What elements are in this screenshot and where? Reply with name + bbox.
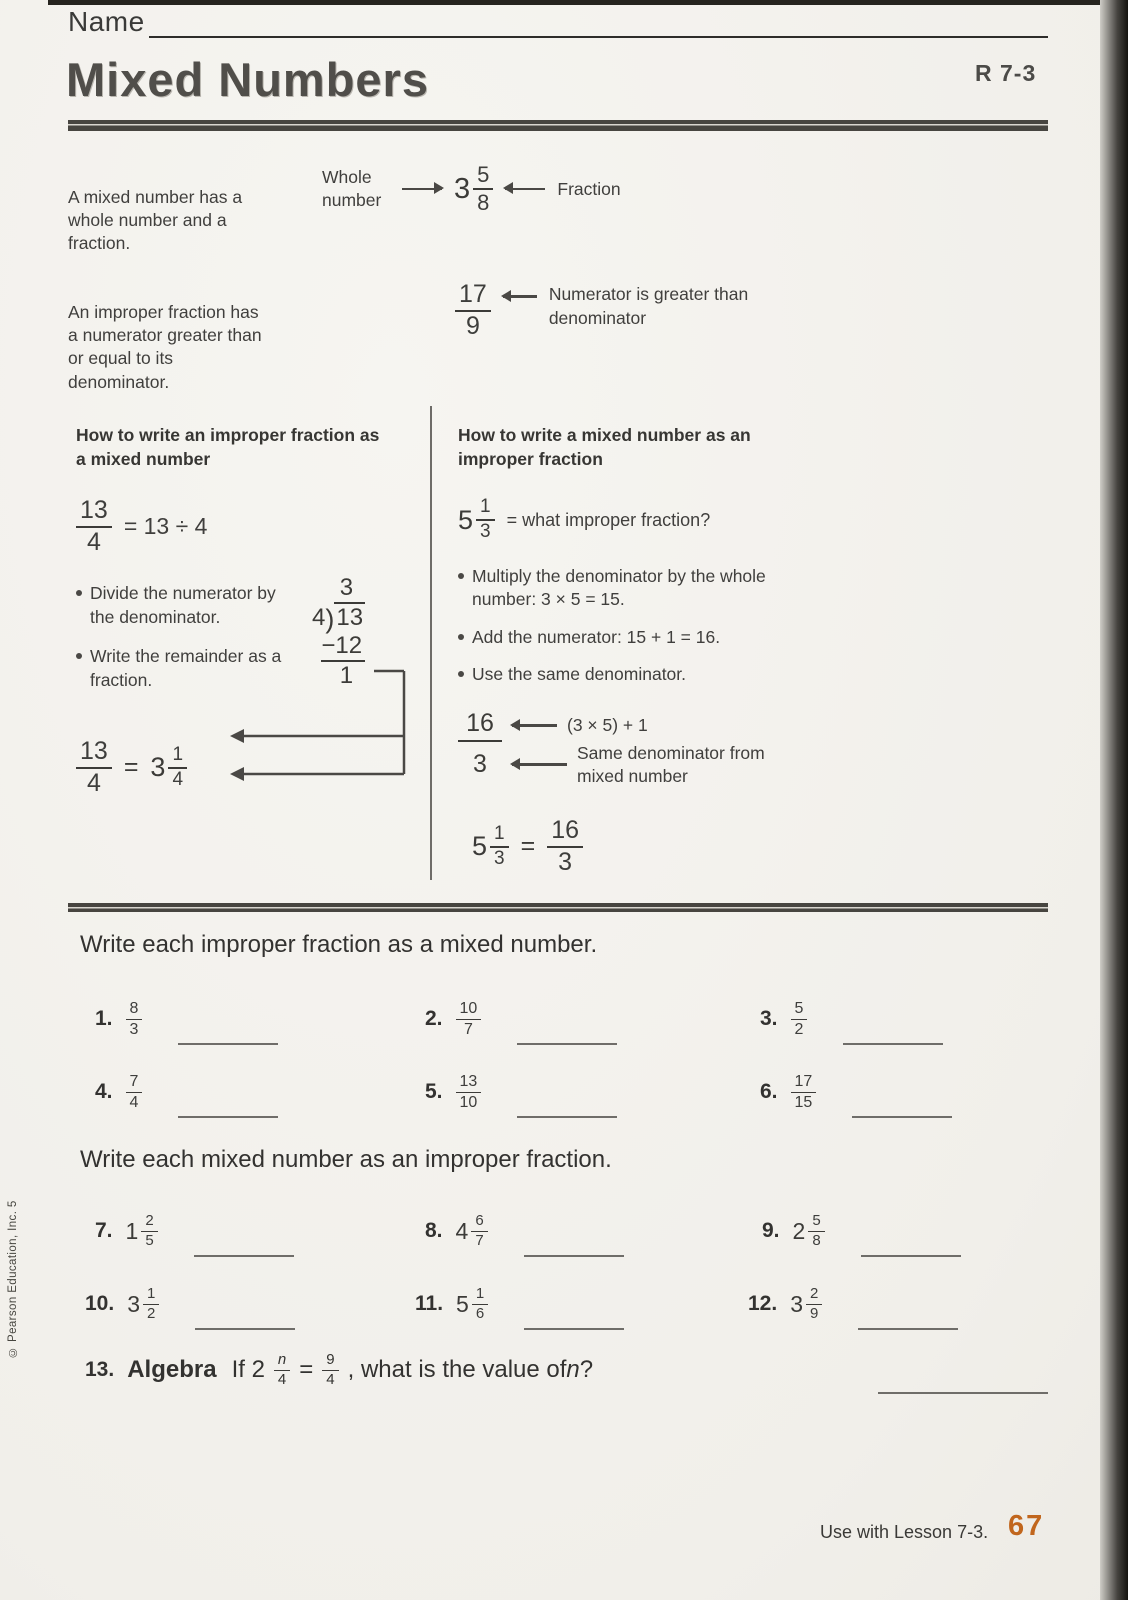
- page-title: Mixed Numbers: [66, 53, 429, 106]
- answer-blank[interactable]: [524, 1302, 624, 1330]
- problem-number: 8.: [425, 1219, 443, 1242]
- denominator: 15: [794, 1093, 813, 1111]
- answer-blank[interactable]: [195, 1302, 295, 1330]
- problem-11: [415, 1286, 624, 1322]
- fraction: [143, 1286, 159, 1322]
- denominator: 4: [172, 768, 184, 790]
- whole-number: 2: [792, 1217, 806, 1244]
- mixed-number-5-1-3: [458, 497, 495, 543]
- equals-sign: =: [299, 1356, 314, 1383]
- denominator-annotation: [458, 742, 1048, 788]
- fraction: [472, 1286, 488, 1322]
- quotient: 3: [339, 574, 354, 602]
- problem-2: [425, 1000, 617, 1038]
- answer-blank[interactable]: [517, 1090, 617, 1118]
- whole-number: 4: [455, 1217, 469, 1244]
- problem-number: 1.: [95, 1007, 113, 1031]
- variable-n: n: [566, 1356, 580, 1383]
- numerator: 9: [322, 1352, 338, 1371]
- answer-blank[interactable]: [178, 1017, 278, 1045]
- improper-fraction-example: [455, 281, 764, 340]
- step-bullet: [458, 663, 1048, 686]
- denominator: 2: [147, 1304, 156, 1322]
- scan-edge-right: [1100, 0, 1128, 1600]
- denominator: 3: [129, 1020, 139, 1038]
- instruction-improper-to-mixed: Write each improper fraction as a mixed number.: [80, 931, 598, 958]
- improper-fraction-note: Numerator is greater than denominator: [548, 284, 749, 328]
- numerator: 17: [791, 1073, 817, 1093]
- fraction: [274, 1352, 290, 1388]
- bullet-text: Multiply the denominator by the whole number: 3 × 5 = 15.: [472, 566, 766, 610]
- fraction-label: Fraction: [557, 178, 621, 199]
- fraction: [456, 1073, 482, 1111]
- numerator: 13: [456, 1073, 482, 1093]
- improper-to-mixed-section: [76, 424, 421, 797]
- fraction: [168, 745, 187, 791]
- scan-edge-top: [48, 0, 1128, 5]
- numerator-note: (3 × 5) + 1: [567, 714, 648, 735]
- step-bullet: [458, 626, 1048, 649]
- fraction: [547, 817, 583, 876]
- problem-4: [95, 1073, 278, 1111]
- numerator: 5: [808, 1213, 824, 1232]
- denominator: 3: [473, 750, 487, 779]
- denominator: 9: [810, 1304, 819, 1322]
- step-bullet: [458, 565, 1048, 612]
- remainder-arrows-icon: [226, 668, 426, 800]
- mixed-number-3-5-8: [454, 163, 493, 215]
- problem-5: [425, 1073, 617, 1111]
- mixed-number: [790, 1286, 822, 1322]
- numerator: 16: [458, 709, 502, 742]
- mixed-number-example: [322, 163, 621, 215]
- division-bracket-icon: ): [325, 604, 335, 635]
- mixed-number-result: [76, 738, 421, 797]
- mixed-number: [127, 1286, 159, 1322]
- problem-9: [762, 1213, 961, 1249]
- problem-number: 13.: [85, 1358, 115, 1381]
- algebra-tag: Algebra: [127, 1356, 217, 1383]
- section-heading: How to write an improper fraction as a mixed number: [76, 425, 380, 469]
- denominator: 5: [145, 1231, 154, 1249]
- fraction: [791, 1073, 817, 1111]
- fraction: [473, 163, 493, 215]
- mixed-number: [456, 1286, 488, 1322]
- bullet-icon: [458, 671, 464, 677]
- whole-number-label: Whole number: [322, 167, 382, 211]
- step-bullets: [458, 565, 1048, 687]
- denominator: 3: [494, 847, 505, 869]
- answer-blank[interactable]: [517, 1017, 617, 1045]
- numerator: 1: [168, 745, 187, 769]
- numerator: 6: [471, 1213, 487, 1232]
- denominator: 4: [129, 1093, 139, 1111]
- problem-number: 11.: [415, 1292, 444, 1315]
- answer-blank[interactable]: [194, 1229, 294, 1257]
- title-divider-bar: [68, 120, 1048, 131]
- column-divider: [430, 406, 432, 880]
- denominator: 2: [794, 1020, 804, 1038]
- question-text: = what improper fraction?: [506, 509, 711, 530]
- answer-blank[interactable]: [852, 1090, 952, 1118]
- problem-1: [95, 1000, 278, 1038]
- step-bullet: [76, 582, 294, 629]
- page-number: 67: [1008, 1510, 1045, 1542]
- whole-number: 3: [150, 752, 166, 782]
- answer-blank[interactable]: [524, 1229, 624, 1257]
- bullet-icon: [458, 634, 464, 640]
- bullet-icon: [76, 590, 82, 596]
- problem-number: 9.: [762, 1219, 780, 1242]
- lesson-code: R 7-3: [975, 60, 1037, 86]
- arrow-left-icon: [512, 724, 557, 727]
- answer-blank[interactable]: [878, 1366, 1048, 1394]
- denominator: 8: [477, 190, 490, 216]
- denominator: 7: [475, 1231, 484, 1249]
- section-divider-bar: [68, 903, 1048, 912]
- denominator-note: Same denominator from mixed number: [577, 742, 765, 786]
- numerator: 17: [455, 281, 491, 312]
- denominator: 4: [86, 768, 101, 797]
- problem-number: 5.: [425, 1080, 443, 1104]
- denominator: 4: [86, 527, 101, 556]
- footer-lesson-text: Use with Lesson 7-3.: [820, 1522, 989, 1542]
- numerator: 2: [141, 1213, 157, 1232]
- numerator: 1: [490, 824, 509, 848]
- fraction: [490, 824, 509, 870]
- fraction: [456, 1000, 482, 1038]
- annotated-result-fraction: [458, 709, 1048, 788]
- denominator: 3: [480, 521, 491, 543]
- problem-number: 4.: [95, 1080, 113, 1104]
- mixed-number: [456, 1213, 488, 1249]
- arrow-left-icon: [505, 188, 545, 191]
- bullet-text: Write the remainder as a fraction.: [90, 646, 282, 690]
- whole-number: 3: [127, 1290, 140, 1317]
- denominator: 9: [465, 311, 480, 340]
- improper-fraction-definition: An improper fraction has a numerator greater than or equal to its denominator.: [68, 301, 262, 392]
- fraction: [322, 1352, 338, 1388]
- bullet-icon: [76, 653, 82, 659]
- numerator-annotation: [458, 709, 1048, 742]
- arrow-left-icon: [503, 295, 537, 298]
- numerator: 2: [806, 1286, 822, 1305]
- numerator: 10: [456, 1000, 482, 1020]
- whole-number: 5: [458, 504, 474, 535]
- fraction: [476, 497, 495, 543]
- dividend: 13: [336, 604, 364, 632]
- denominator: 6: [475, 1304, 485, 1322]
- mixed-number-3-1-4: [150, 745, 187, 791]
- problem-12: [748, 1286, 958, 1322]
- arrow-left-icon: [512, 763, 567, 766]
- division-equation: [76, 497, 421, 556]
- problem-13-text-post: [348, 1356, 594, 1384]
- fraction: [806, 1286, 822, 1322]
- denominator: 10: [459, 1093, 478, 1111]
- answer-blank[interactable]: [843, 1017, 943, 1045]
- fraction: [471, 1213, 487, 1249]
- arrow-right-icon: [402, 188, 442, 191]
- whole-number: 3: [790, 1290, 803, 1317]
- whole-number: 5: [456, 1290, 469, 1317]
- whole-number: 5: [472, 831, 488, 862]
- fraction: [791, 1000, 808, 1038]
- section-heading: How to write a mixed number as an improper fraction: [458, 425, 751, 469]
- numerator: 13: [76, 497, 112, 528]
- post-text: ?: [579, 1356, 594, 1383]
- post-text: , what is the value of: [347, 1356, 567, 1383]
- answer-blank[interactable]: [858, 1302, 958, 1330]
- numerator: 1: [472, 1286, 488, 1305]
- denominator: 8: [812, 1231, 821, 1249]
- mixed-number-5-1-3: [472, 824, 509, 870]
- mixed-number: [793, 1213, 825, 1249]
- problem-13-text-pre: If 2: [231, 1356, 265, 1383]
- bullet-icon: [458, 573, 464, 579]
- mixed-to-improper-section: [458, 424, 1048, 876]
- bullet-text: Divide the numerator by the denominator.: [90, 583, 276, 627]
- bullet-text: Add the numerator: 15 + 1 = 16.: [472, 626, 721, 647]
- fraction: [76, 497, 112, 556]
- fraction: [455, 281, 491, 340]
- whole-number: 1: [125, 1217, 139, 1244]
- numerator: 5: [791, 1000, 808, 1020]
- fraction: [808, 1213, 824, 1249]
- problem-7: [95, 1213, 294, 1249]
- equation-rhs: = 13 ÷ 4: [123, 513, 208, 540]
- instruction-mixed-to-improper: Write each mixed number as an improper fraction.: [80, 1146, 612, 1173]
- problem-number: 3.: [760, 1007, 778, 1031]
- fraction: [126, 1000, 143, 1038]
- denominator: 4: [326, 1370, 335, 1388]
- mixed-number: [126, 1213, 158, 1249]
- question-equation: [458, 497, 1048, 543]
- problem-8: [425, 1213, 624, 1249]
- answer-blank[interactable]: [861, 1229, 961, 1257]
- subtraction: −12: [321, 632, 365, 662]
- denominator: 3: [558, 847, 573, 876]
- denominator: 4: [277, 1370, 287, 1388]
- name-label: Name: [68, 6, 145, 37]
- problem-number: 2.: [425, 1007, 443, 1031]
- whole-number: 3: [454, 172, 471, 205]
- equals-sign: =: [520, 832, 536, 861]
- problem-10: [85, 1286, 295, 1322]
- numerator: 1: [476, 497, 495, 521]
- problem-number: 6.: [760, 1080, 778, 1104]
- mixed-number-definition: A mixed number has a whole number and a fraction.: [68, 186, 243, 254]
- remainder: 1: [339, 662, 354, 690]
- problem-number: 12.: [748, 1292, 778, 1315]
- equals-sign: =: [123, 753, 139, 781]
- numerator: 8: [126, 1000, 143, 1020]
- numerator: 5: [473, 163, 493, 190]
- numerator: n: [274, 1352, 290, 1371]
- name-blank-line[interactable]: [149, 6, 1048, 38]
- problem-3: [760, 1000, 943, 1038]
- divisor: 4: [312, 604, 326, 632]
- division-line: [312, 602, 365, 635]
- name-row: [68, 6, 1048, 38]
- answer-blank[interactable]: [178, 1090, 278, 1118]
- bullet-text: Use the same denominator.: [472, 664, 687, 685]
- numerator: 7: [126, 1073, 143, 1093]
- problem-13: [85, 1352, 593, 1388]
- denominator: 7: [463, 1020, 473, 1038]
- problem-number: 10.: [85, 1292, 115, 1315]
- fraction: [141, 1213, 157, 1249]
- fraction: [76, 738, 112, 797]
- numerator: 16: [547, 817, 583, 848]
- fraction: [126, 1073, 143, 1111]
- numerator: 1: [143, 1286, 159, 1305]
- problem-number: 7.: [95, 1219, 113, 1242]
- final-equation: [472, 817, 1048, 876]
- problem-6: [760, 1073, 952, 1111]
- numerator: 13: [76, 738, 112, 769]
- copyright-text: © Pearson Education, Inc. 5: [7, 1200, 19, 1358]
